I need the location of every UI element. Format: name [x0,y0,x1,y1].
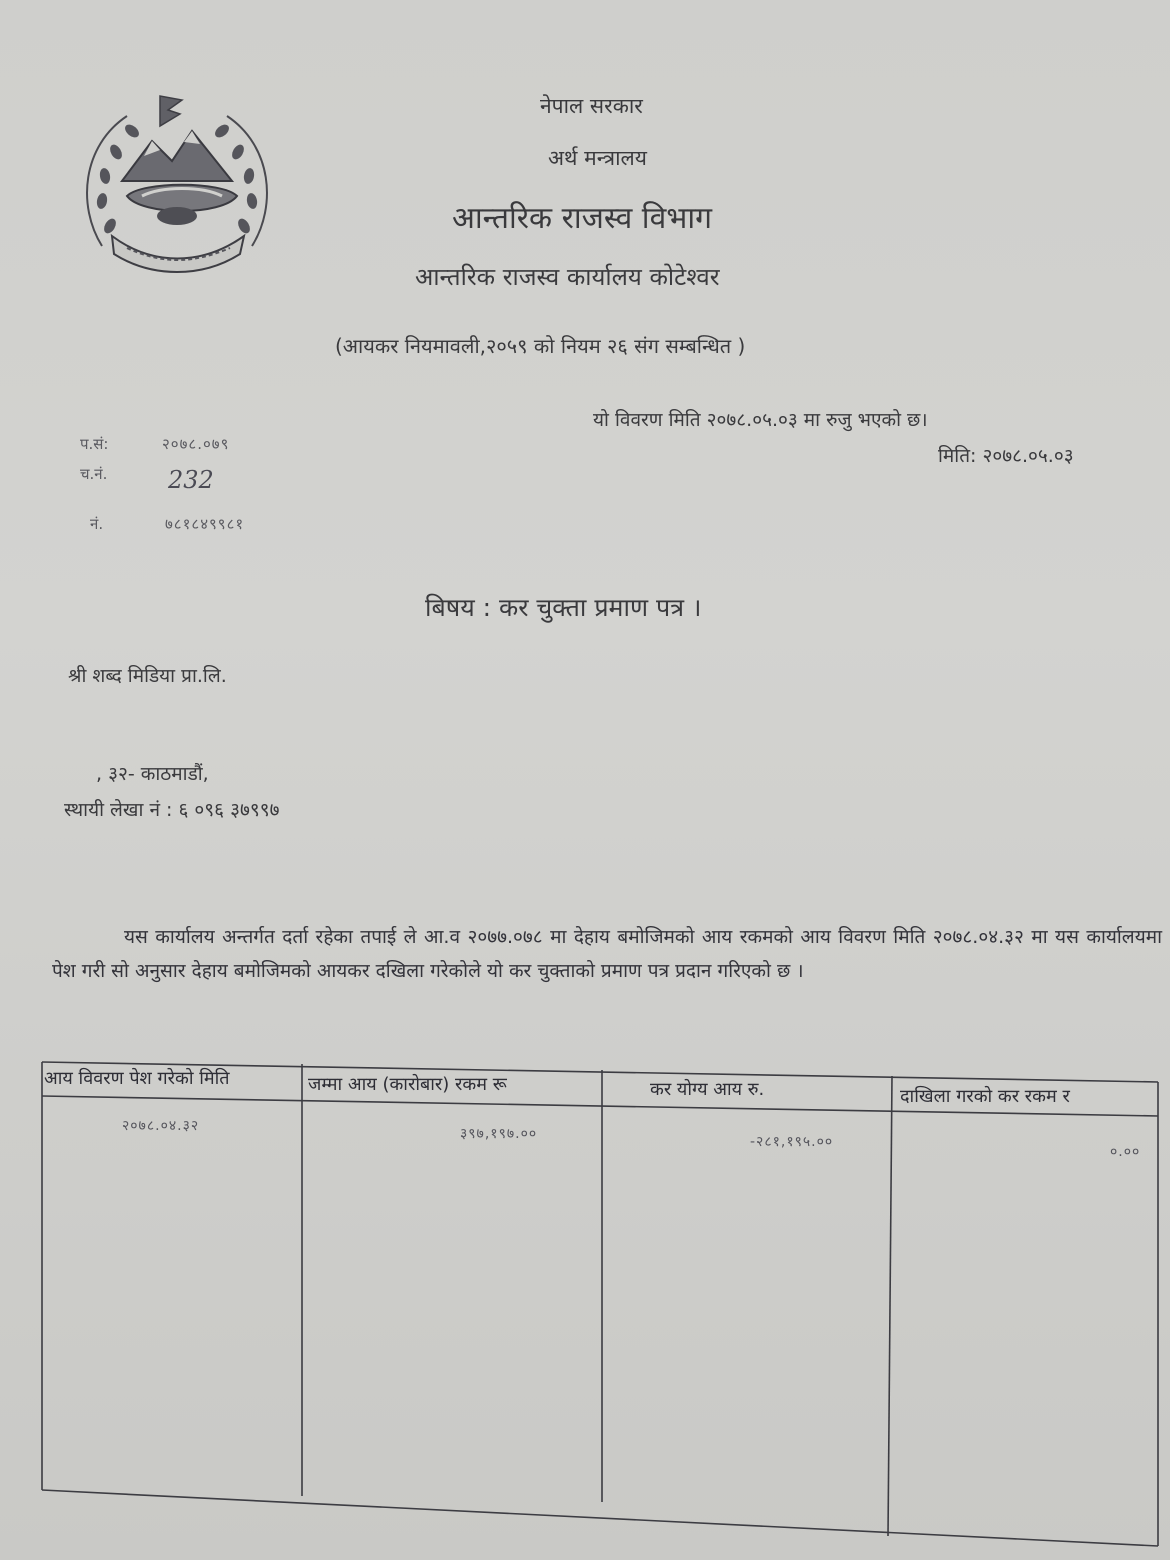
col-header-tax-paid: दाखिला गरको कर रकम र [900,1086,1070,1107]
registration-note: यो विवरण मिति २०७८.०५.०३ मा रुजु भएको छ। [593,409,928,431]
no-value: ७८१८४९९८१ [165,515,245,533]
nepal-emblem-icon [72,86,282,286]
tax-table [40,1060,1160,1550]
ps-value: २०७८.०७९ [162,435,230,453]
cn-value: 232 [168,466,214,494]
subject-line: बिषय : कर चुक्ता प्रमाण पत्र । [425,593,702,622]
office-name: आन्तरिक राजस्व कार्यालय कोटेश्वर [415,263,720,291]
cell-filing-date: २०७८.०४.३२ [122,1118,200,1134]
col-header-filing-date: आय विवरण पेश गरेको मिति [44,1068,230,1089]
cell-taxable-income: -२८१,१९५.०० [750,1134,834,1150]
regulation-note: (आयकर नियमावली,२०५९ को नियम २६ संग सम्बन्धित ) [335,334,746,358]
cell-total-income: ३९७,१९७.०० [460,1126,538,1142]
cn-label: च.नं. [80,465,108,483]
table-grid [40,1060,1160,1550]
recipient-name: श्री शब्द मिडिया प्रा.लि. [68,665,227,687]
col-header-taxable-income: कर योग्य आय रु. [650,1079,765,1100]
document-date: मिति: २०७८.०५.०३ [938,445,1074,467]
ps-label: प.सं: [80,435,109,453]
government-name: नेपाल सरकार [540,94,643,118]
department-name: आन्तरिक राजस्व विभाग [452,201,713,236]
certificate-body: यस कार्यालय अन्तर्गत दर्ता रहेका तपाई ले आ.व २०७७.०७८ मा देहाय बमोजिमको आय रकमको आय विवरण मिति २०७८.०४.३२ मा यस कार्यालयमा पेश गरी सो अनुसार देहाय बमोजिमको आयकर दखिला गरेकोले यो कर चुक्ताको प्रमाण पत्र प्रदान गरिएको छ । [52,926,1162,982]
col-header-total-income: जम्मा आय (कारोबार) रकम रू [308,1074,507,1095]
recipient-pan: स्थायी लेखा नं : ६ ०९६ ३७९९७ [64,799,280,821]
ministry-name: अर्थ मन्त्रालय [548,146,647,170]
recipient-address: , ३२- काठमाडौं, [96,763,209,785]
cell-tax-paid: ०.०० [1110,1144,1141,1160]
no-label: नं. [90,515,104,533]
